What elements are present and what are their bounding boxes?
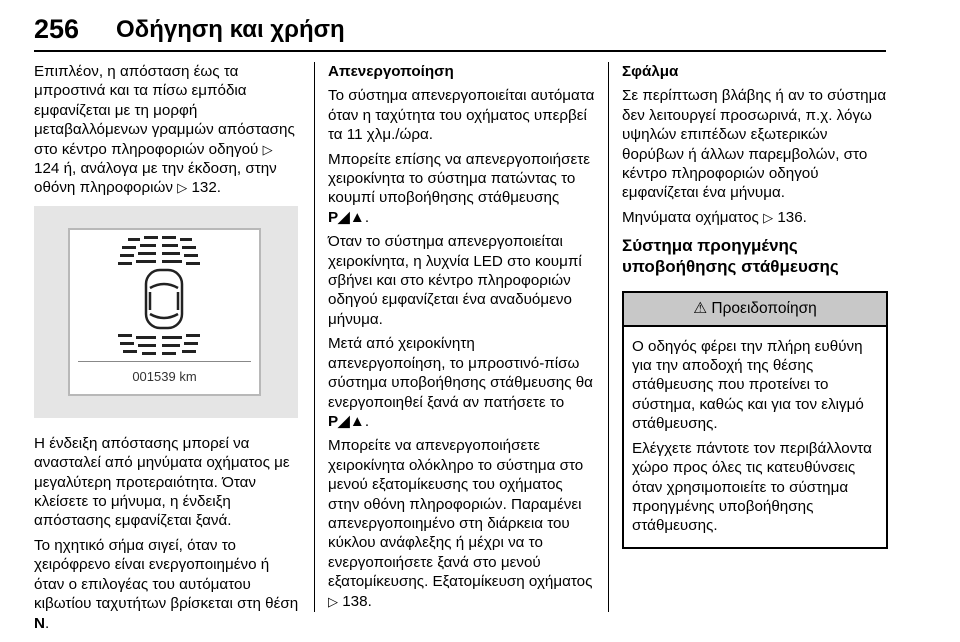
- car-icon: [146, 270, 182, 328]
- paragraph: Η ένδειξη απόστασης μπορεί να ανασταλεί από μηνύματα οχήματος με μεγαλύτερη προτεραιότητα. Όταν κλείσετε το μήνυμα, η ένδειξη απόστασης εμφανίζεται ξανά.: [34, 434, 290, 530]
- triangle-pointer-icon: ▷: [328, 593, 338, 609]
- section-title: Σύστημα προηγμένης υποβοήθησης στάθμευσης: [622, 236, 839, 277]
- paragraph: Μηνύματα οχήματος ▷ 136.: [622, 208, 807, 226]
- page-reference[interactable]: 138.: [342, 592, 372, 610]
- paragraph: Μπορείτε να απενεργοποιήσετε χειροκίνητα ολόκληρο το σύστημα στο μενού εξατομίκευσης του οχήματος στην οθόνη πληροφοριών. Παραμένει απενεργοποιημένο στη διάρκεια του κύκλου ανάφλεξης ή μέχρι να το ενεργοποιήσετε ξανά στο μενού εξατομίκευσης. Εξατομίκευση οχήματος ▷ 138.: [328, 437, 593, 610]
- column-1: [34, 62, 302, 638]
- page-header: [34, 14, 884, 50]
- paragraph: Όταν το σύστημα απενεργοποιείται χειροκίνητα, η λυχνία LED στο κουμπί σβήνει και στο κέντρο πληροφοριών οδηγού εμφανίζεται ένα αναδυόμενο μήνυμα.: [328, 233, 582, 328]
- warning-header: [624, 293, 886, 326]
- front-distance-lines: [118, 236, 200, 265]
- distance-display-figure: [34, 206, 298, 418]
- paragraph: Το σύστημα απενεργοποιείται αυτόματα όταν η ταχύτητα του οχήματος υπερβεί τα 11 χλμ./ώρα.: [328, 87, 595, 144]
- triangle-pointer-icon: ▷: [262, 141, 273, 157]
- warning-body: [624, 327, 886, 547]
- column-divider-2: [608, 62, 609, 612]
- odometer-divider: [78, 361, 251, 362]
- paragraph: Το ηχητικό σήμα σιγεί, όταν το χειρόφρενο είναι ενεργοποιημένο ή όταν ο επιλογέας του αυτόματου κιβωτίου ταχυτήτων βρίσκεται στη θέση N.: [34, 536, 299, 632]
- paragraph: Ο οδηγός φέρει την πλήρη ευθύνη για την αποδοχή της θέσης στάθμευσης που προτείνει το σύστημα, καθώς και για τον ελιγμό στάθμευσης.: [632, 337, 864, 433]
- paragraph: Σε περίπτωση βλάβης ή αν το σύστημα δεν λειτουργεί προσωρινά, π.χ. λόγω υψηλών επιπέδων εξωτερικών θορύβων ή άλλων παρεμβολών, στο κέντρο πληροφοριών οδηγού εμφανίζεται ένα μήνυμα.: [622, 87, 887, 202]
- gear-position-n: N: [34, 614, 45, 632]
- rear-distance-lines: [118, 334, 200, 355]
- page-reference[interactable]: 132.: [191, 179, 221, 197]
- parking-assist-icon: P◢▲: [328, 412, 365, 430]
- page-reference[interactable]: 136.: [777, 208, 807, 226]
- header-rule: [34, 50, 886, 52]
- column-divider-1: [314, 62, 315, 612]
- column-2: [328, 62, 596, 616]
- paragraph: Μπορείτε επίσης να απενεργοποιήσετε χειροκίνητα το σύστημα πατώντας το κουμπί υποβοήθησης στάθμευσης P◢▲.: [328, 150, 591, 226]
- warning-title: Προειδοποίηση: [711, 300, 817, 318]
- warning-triangle-icon: ⚠: [693, 300, 708, 318]
- info-display-screen: [68, 228, 261, 396]
- column-3: [622, 62, 888, 549]
- page-reference[interactable]: 124: [34, 160, 60, 178]
- page-number: 256: [34, 14, 80, 44]
- paragraph: Ελέγχετε πάντοτε τον περιβάλλοντα χώρο προς όλες τις κατευθύνσεις όταν χρησιμοποιείτε το σύστημα προηγμένης υποβοήθησης στάθμευσης.: [632, 439, 872, 535]
- parking-assist-icon: P◢▲: [328, 208, 365, 226]
- triangle-pointer-icon: ▷: [177, 180, 188, 196]
- paragraph: Μετά από χειροκίνητη απενεργοποίηση, το μπροστινό-πίσω σύστημα υποβοήθησης στάθμευσης θα ενεργοποιηθεί ξανά αν πατήσετε το P◢▲.: [328, 335, 593, 430]
- odometer-reading: 001539 km: [132, 369, 197, 385]
- triangle-pointer-icon: ▷: [763, 209, 774, 225]
- chapter-title: Οδήγηση και χρήση: [116, 16, 345, 43]
- subheading-deactivation: Απενεργοποίηση: [328, 63, 454, 80]
- paragraph: Επιπλέον, η απόσταση έως τα μπροστινά και τα πίσω εμπόδια εμφανίζεται με τη μορφή μεταβαλλόμενων γραμμών απόστασης στο κέντρο πληροφοριών οδηγού ▷ 124 ή, ανάλογα με την έκδοση, στην οθόνη πληροφοριών ▷ 132.: [34, 63, 295, 197]
- warning-box: [622, 291, 888, 548]
- subheading-fault: Σφάλμα: [622, 63, 679, 80]
